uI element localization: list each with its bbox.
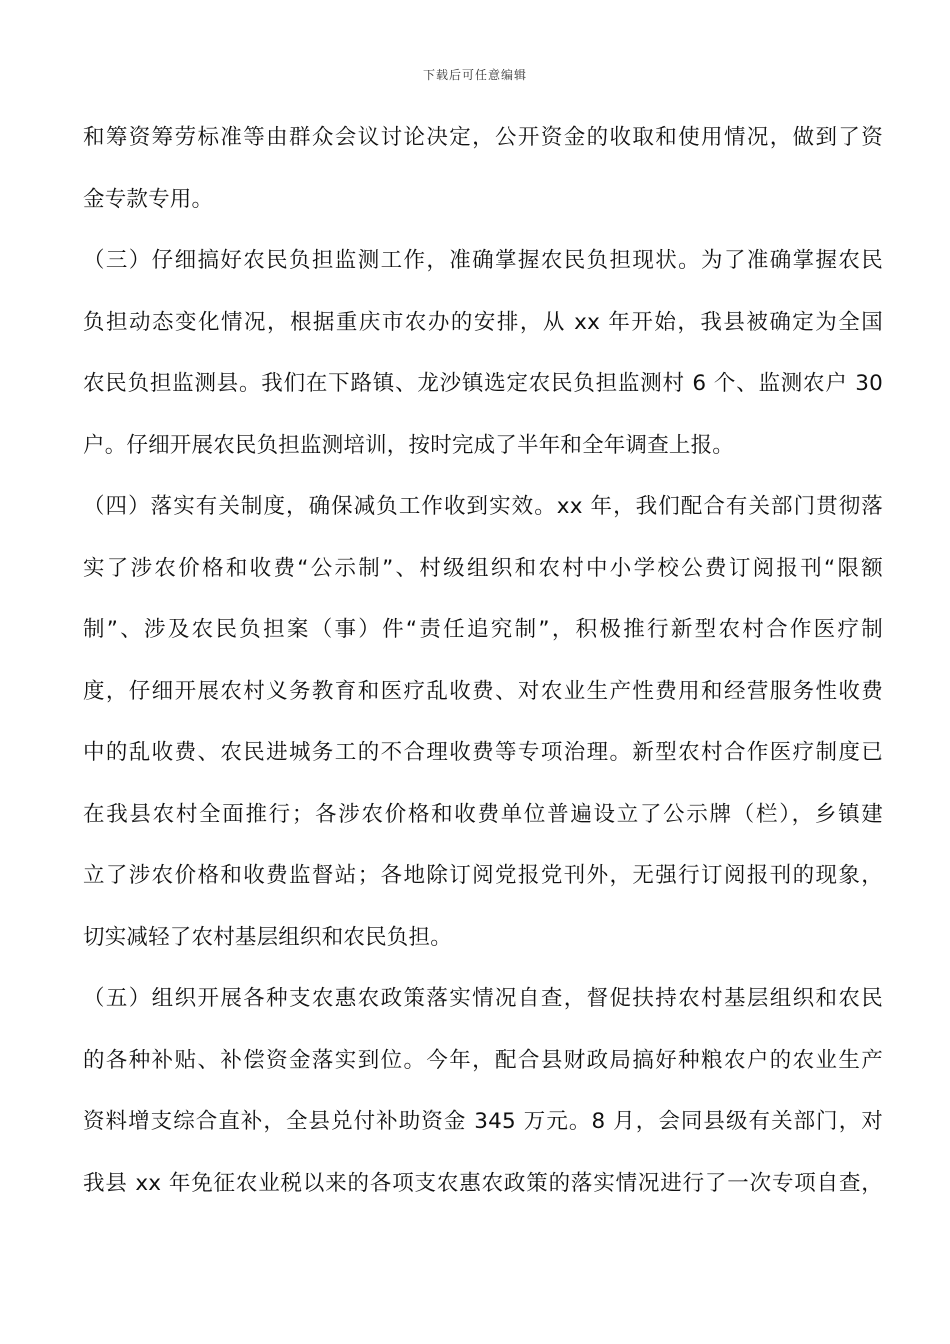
text-line: 立了涉农价格和收费监督站；各地除订阅党报党刊外，无强行订阅报刊的现象， bbox=[83, 863, 883, 888]
text-line: 负担动态变化情况，根据重庆市农办的安排，从 xx 年开始，我县被确定为全国 bbox=[83, 309, 883, 335]
text-line: 切实减轻了农村基层组织和农民负担。 bbox=[83, 924, 452, 950]
text-line: （三）仔细搞好农民负担监测工作，准确掌握农民负担现状。为了准确掌握农民 bbox=[83, 248, 883, 273]
text-line: 实了涉农价格和收费“公示制”、村级组织和农村中小学校公费订阅报刊“限额 bbox=[83, 555, 883, 581]
text-line: 我县 xx 年免征农业税以来的各项支农惠农政策的落实情况进行了一次专项自查， bbox=[83, 1170, 883, 1196]
document-body bbox=[83, 118, 883, 1225]
text-line: 和筹资筹劳标准等由群众会议讨论决定，公开资金的收取和使用情况，做到了资 bbox=[83, 125, 883, 150]
text-line: 度，仔细开展农村义务教育和医疗乱收费、对农业生产性费用和经营服务性收费 bbox=[83, 678, 883, 704]
text-line: 在我县农村全面推行；各涉农价格和收费单位普遍设立了公示牌（栏），乡镇建 bbox=[83, 801, 883, 827]
text-line: 制”、涉及农民负担案（事）件“责任追究制”，积极推行新型农村合作医疗制 bbox=[83, 617, 883, 642]
text-line: 户。仔细开展农民负担监测培训，按时完成了半年和全年调查上报。 bbox=[83, 432, 735, 458]
text-line: 的各种补贴、补偿资金落实到位。今年，配合县财政局搞好种粮农户的农业生产 bbox=[83, 1047, 883, 1073]
text-line: 中的乱收费、农民进城务工的不合理收费等专项治理。新型农村合作医疗制度已 bbox=[83, 740, 883, 765]
text-line: （四）落实有关制度，确保减负工作收到实效。xx 年，我们配合有关部门贯彻落 bbox=[83, 494, 883, 519]
text-line: 农民负担监测县。我们在下路镇、龙沙镇选定农民负担监测村 6 个、监测农户 30 bbox=[83, 371, 883, 396]
text-line: （五）组织开展各种支农惠农政策落实情况自查，督促扶持农村基层组织和农民 bbox=[83, 986, 883, 1011]
page-header: 下载后可任意编辑 bbox=[422, 68, 527, 82]
text-line: 资料增支综合直补，全县兑付补助资金 345 万元。8 月，会同县级有关部门，对 bbox=[83, 1109, 883, 1134]
text-line: 金专款专用。 bbox=[83, 186, 214, 212]
